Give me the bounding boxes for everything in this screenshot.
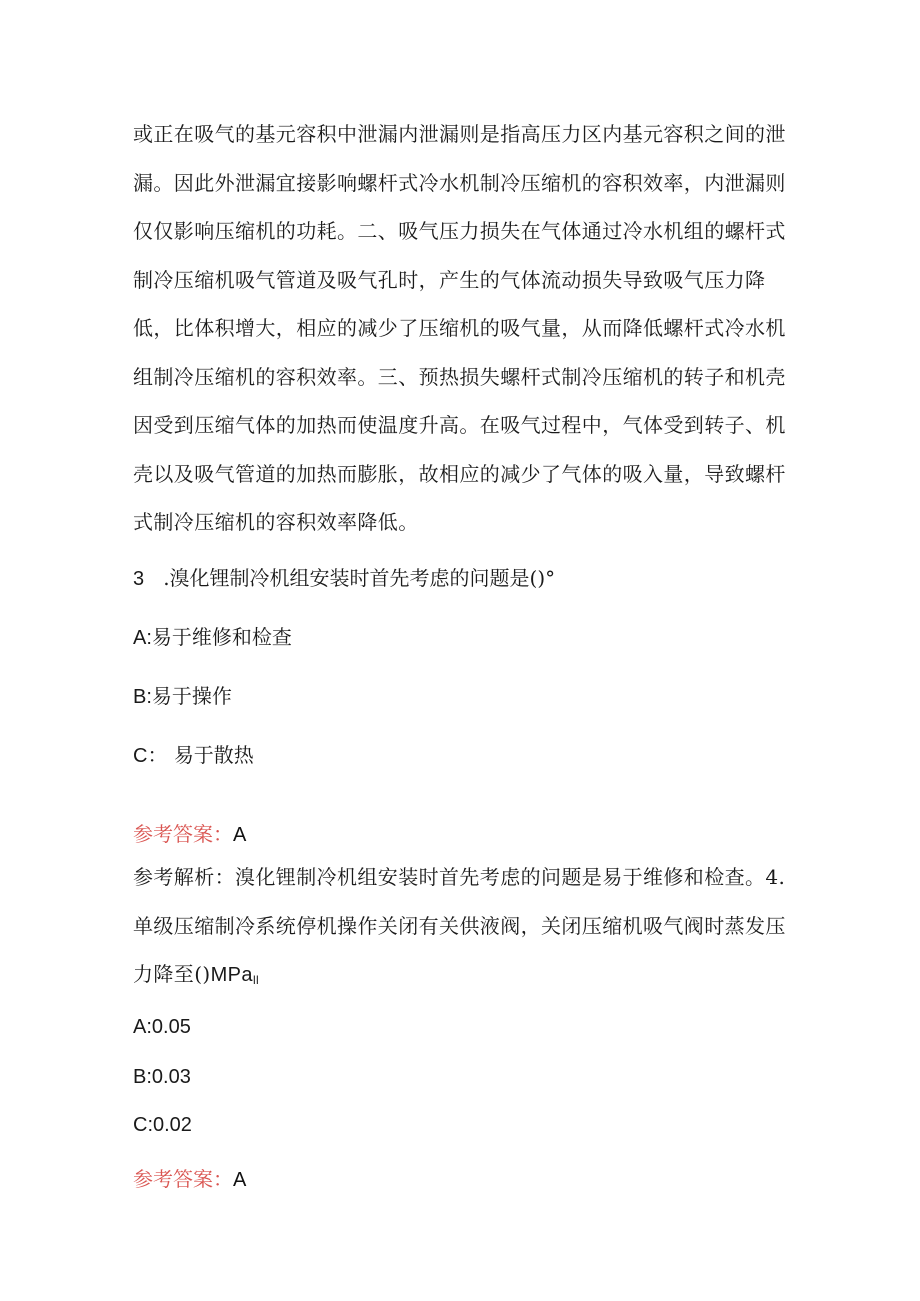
analysis-paragraph [133,853,793,1005]
answer-row [133,818,246,847]
option-a [133,621,292,650]
option-text: 0.05 [151,1016,191,1038]
option-text: 易于散热 [173,743,254,767]
answer-value: A [233,824,247,846]
unit-text: MPa [210,964,253,986]
option-a [133,1016,191,1039]
option-label: A: [133,1016,152,1038]
option-label: A: [133,627,152,649]
question-3 [133,562,555,591]
option-text: 0.03 [151,1066,191,1088]
question-number: 3 [133,568,145,590]
answer-label: 参考答案： [133,1167,233,1191]
answer-label: 参考答案： [133,822,233,846]
analysis-text: 参考解析：溴化锂制冷机组安装时首先考虑的问题是易于维修和检查。4.单级压缩制冷系统停机操作关闭有关供液阀，关闭压缩机吸气阀时蒸发压力降至() [133,865,786,986]
answer-row [133,1163,246,1192]
option-b [133,1066,191,1089]
option-b [133,680,232,709]
option-label: B: [133,686,152,708]
option-c [133,739,254,768]
option-label: C： [133,745,168,767]
explanation-paragraph: 或正在吸气的基元容积中泄漏内泄漏则是指高压力区内基元容积之间的泄漏。因此外泄漏宜接影响螺杆式冷水机制冷压缩机的容积效率，内泄漏则仅仅影响压缩机的功耗。二、吸气压力损失在气体通过冷水机组的螺杆式制冷压缩机吸气管道及吸气孔时，产生的气体流动损失导致吸气压力降低，比体积增大，相应的减少了压缩机的吸气量，从而降低螺杆式冷水机组制冷压缩机的容积效率。三、预热损失螺杆式制冷压缩机的转子和机壳因受到压缩气体的加热而使温度升高。在吸气过程中，气体受到转子、机壳以及吸气管道的加热而膨胀，故相应的减少了气体的吸入量，导致螺杆式制冷压缩机的容积效率降低。 [133,122,786,534]
option-label: C: [133,1114,153,1136]
option-text: 易于操作 [151,684,232,708]
option-text: 0.02 [153,1114,192,1136]
option-text: 易于维修和检查 [151,625,292,649]
answer-value: A [233,1169,247,1191]
question-text: .溴化锂制冷机组安装时首先考虑的问题是()° [163,566,556,590]
option-c [133,1114,192,1137]
option-label: B: [133,1066,152,1088]
unit-suffix: ll [252,973,260,987]
